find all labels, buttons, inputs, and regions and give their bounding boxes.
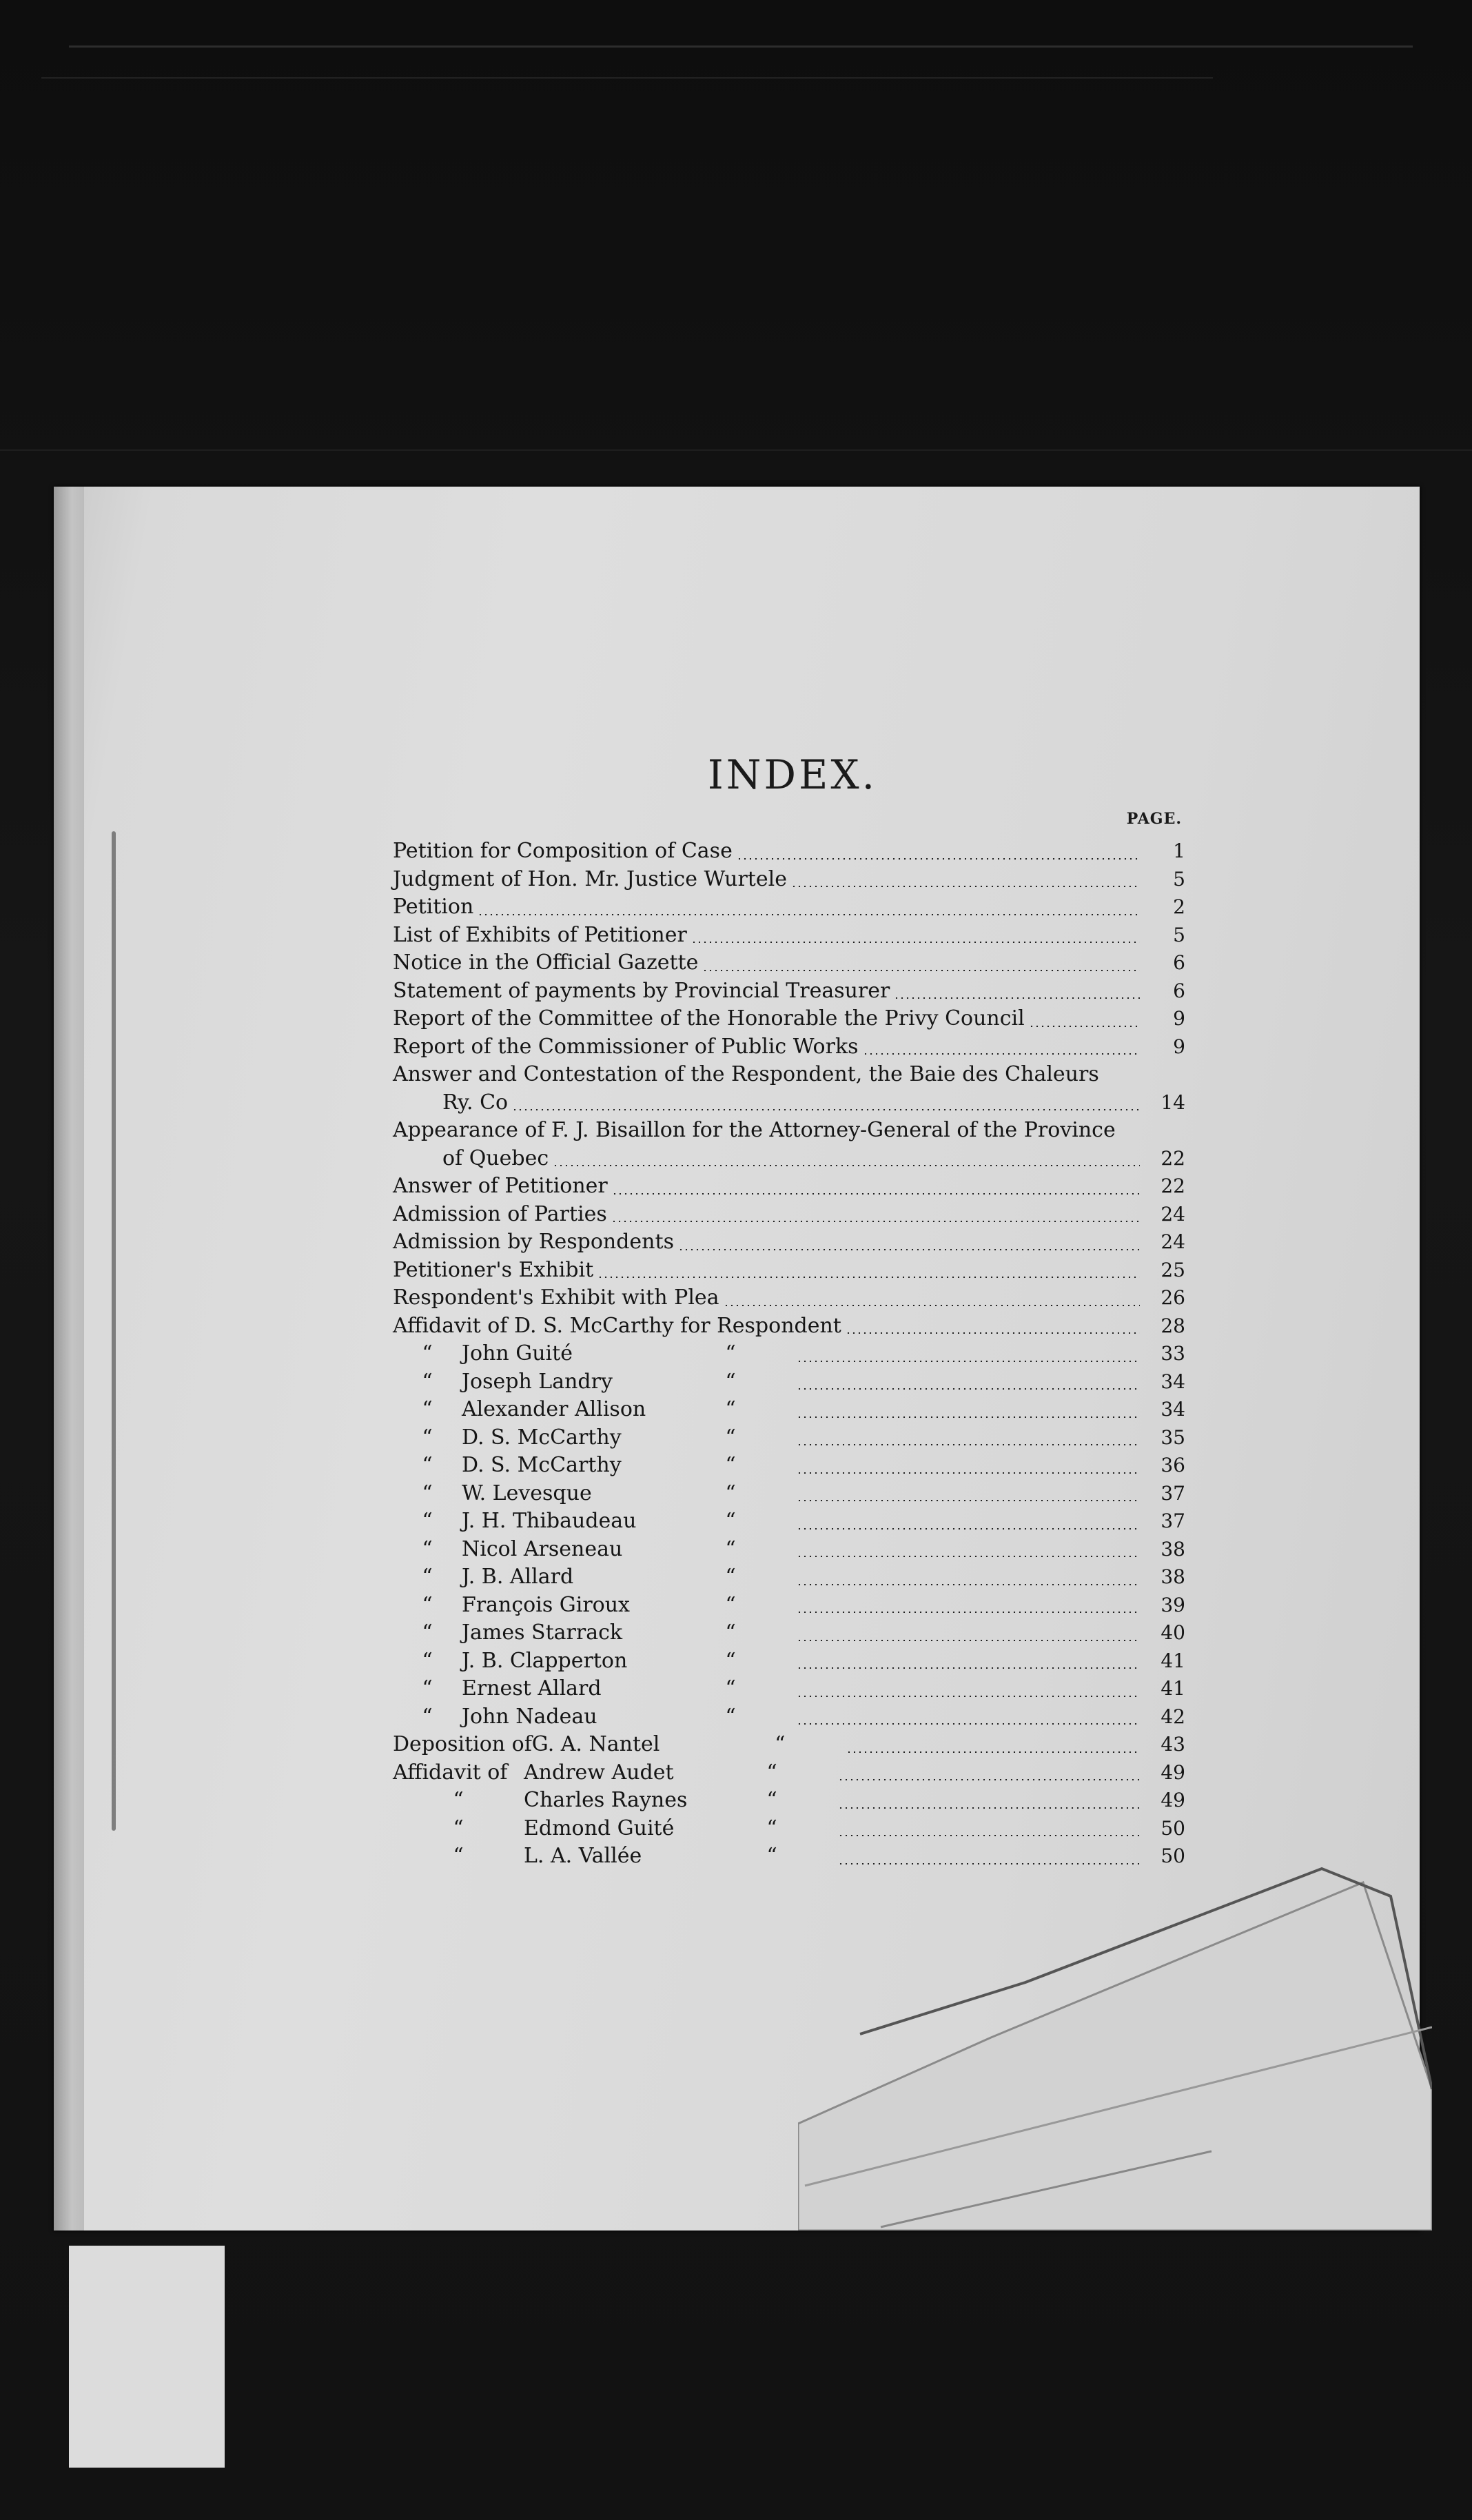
- affidavit-row: [393, 1619, 1185, 1647]
- entry-page: 41: [1161, 1649, 1185, 1672]
- dot-leader: [612, 1193, 1140, 1195]
- dot-leader: [863, 1053, 1140, 1055]
- dot-leader: [597, 1277, 1140, 1278]
- entry-page: 6: [1173, 979, 1185, 1002]
- entry-page: 37: [1161, 1510, 1185, 1532]
- ditto-mark: “: [422, 1648, 433, 1673]
- folded-corner: [798, 1862, 1432, 2231]
- entry-page: 41: [1161, 1677, 1185, 1700]
- dot-leader: [797, 1472, 1140, 1474]
- entry-title: Petitioner's Exhibit: [393, 1257, 594, 1282]
- affidavit-row: [393, 1703, 1185, 1731]
- entry-page: 25: [1161, 1258, 1185, 1281]
- entry-page: 24: [1161, 1230, 1185, 1253]
- entry-title: Answer and Contestation of the Respondent, the Baie des Chaleurs: [393, 1062, 1099, 1086]
- ditto-mark: “: [422, 1425, 433, 1450]
- dot-leader: [797, 1361, 1140, 1362]
- dot-leader: [797, 1416, 1140, 1418]
- entry-title: List of Exhibits of Petitioner: [393, 922, 687, 947]
- affiant-name: Nicol Arseneau: [462, 1536, 623, 1561]
- entry-page: 50: [1161, 1845, 1185, 1867]
- index-entry: [393, 893, 1185, 922]
- entry-page: 26: [1161, 1286, 1185, 1309]
- ditto-mark: “: [422, 1704, 433, 1729]
- entry-title: Report of the Commissioner of Public Works: [393, 1034, 859, 1059]
- ditto-mark: “: [766, 1788, 777, 1812]
- ditto-mark: “: [725, 1509, 736, 1533]
- dot-leader: [553, 1165, 1140, 1166]
- affidavit-prefix: Affidavit of: [393, 1760, 508, 1785]
- film-streak: [0, 449, 1472, 451]
- index-entry: [393, 866, 1185, 894]
- dot-leader: [797, 1528, 1140, 1530]
- ditto-mark: “: [766, 1816, 777, 1840]
- entry-page: 9: [1173, 1035, 1185, 1058]
- binding-thread: [112, 831, 116, 1831]
- ditto-mark: “: [725, 1648, 736, 1673]
- entry-title: Admission of Parties: [393, 1201, 607, 1226]
- entry-page: 9: [1173, 1007, 1185, 1030]
- dot-leader: [691, 942, 1140, 943]
- entry-page: 6: [1173, 951, 1185, 974]
- dot-leader: [797, 1667, 1140, 1669]
- entry-title: Respondent's Exhibit with Plea: [393, 1286, 719, 1310]
- affidavit-row: [393, 1424, 1185, 1452]
- entry-page: 22: [1161, 1146, 1185, 1170]
- entry-page: 22: [1161, 1175, 1185, 1197]
- entry-page: 42: [1161, 1705, 1185, 1728]
- ditto-mark: “: [422, 1592, 433, 1617]
- dot-leader: [737, 858, 1140, 860]
- affidavit-row: [393, 1787, 1185, 1815]
- index-entry: [393, 977, 1185, 1006]
- affidavit-row: [393, 1396, 1185, 1424]
- affiant-name: L. A. Vallée: [524, 1844, 642, 1868]
- entry-page: 5: [1173, 923, 1185, 946]
- dot-leader: [702, 970, 1140, 971]
- ditto-mark: “: [725, 1592, 736, 1617]
- entry-page: 40: [1161, 1621, 1185, 1644]
- dot-leader: [512, 1109, 1140, 1110]
- entry-page: 34: [1161, 1370, 1185, 1393]
- index-entry: [393, 1117, 1185, 1145]
- dot-leader: [797, 1612, 1140, 1613]
- entry-title: Appearance of F. J. Bisaillon for the Attorney-General of the Province: [393, 1118, 1116, 1142]
- affidavit-row: [393, 1340, 1185, 1368]
- affiant-name: James Starrack: [462, 1620, 623, 1645]
- film-label-patch: [69, 2246, 225, 2468]
- film-streak: [69, 45, 1413, 48]
- ditto-mark: “: [422, 1536, 433, 1561]
- ditto-mark: “: [766, 1844, 777, 1868]
- index-entry: [393, 1201, 1185, 1229]
- entry-title: Judgment of Hon. Mr. Justice Wurtele: [393, 866, 787, 891]
- ditto-mark: “: [725, 1676, 736, 1700]
- dot-leader: [1029, 1026, 1140, 1027]
- affiant-name: Andrew Audet: [524, 1760, 674, 1785]
- dot-leader: [797, 1500, 1140, 1501]
- entry-page: 5: [1173, 867, 1185, 891]
- affiant-name: W. Levesque: [462, 1481, 592, 1505]
- entry-page: 38: [1161, 1537, 1185, 1561]
- dot-leader: [797, 1696, 1140, 1697]
- entry-page: 38: [1161, 1565, 1185, 1588]
- entry-page: 37: [1161, 1481, 1185, 1505]
- index-entry: [393, 1033, 1185, 1061]
- ditto-mark: “: [725, 1397, 736, 1421]
- dot-leader: [846, 1332, 1140, 1334]
- ditto-mark: “: [725, 1620, 736, 1645]
- dot-leader: [797, 1388, 1140, 1390]
- affidavit-prefix: “: [453, 1788, 464, 1812]
- entry-page: 34: [1161, 1398, 1185, 1421]
- affidavit-prefix: “: [453, 1844, 464, 1868]
- ditto-mark: “: [725, 1704, 736, 1729]
- affiant-name: J. B. Allard: [462, 1565, 574, 1589]
- entry-title: Answer of Petitioner: [393, 1174, 608, 1198]
- ditto-mark: “: [775, 1732, 786, 1756]
- ditto-mark: “: [725, 1341, 736, 1365]
- entry-page: 49: [1161, 1760, 1185, 1784]
- affidavit-row: [393, 1480, 1185, 1508]
- index-entry: [393, 1005, 1185, 1033]
- entry-page: 36: [1161, 1454, 1185, 1476]
- entry-title-continuation: of Quebec: [442, 1146, 549, 1170]
- dot-leader: [797, 1640, 1140, 1641]
- film-streak: [41, 77, 1213, 79]
- affiant-name: J. B. Clapperton: [462, 1648, 628, 1673]
- ditto-mark: “: [725, 1369, 736, 1394]
- page-binding-edge: [54, 487, 84, 2231]
- deponent-name: G. A. Nantel: [531, 1732, 660, 1756]
- affiant-name: François Giroux: [462, 1592, 630, 1617]
- index-entry: [393, 1228, 1185, 1257]
- affiant-name: John Guité: [462, 1341, 573, 1365]
- index-entry: [393, 1312, 1185, 1341]
- affidavit-row: [393, 1842, 1185, 1871]
- entry-page: 33: [1161, 1342, 1185, 1365]
- ditto-mark: “: [725, 1481, 736, 1505]
- entry-page: 14: [1161, 1090, 1185, 1114]
- ditto-mark: “: [422, 1341, 433, 1365]
- dot-leader: [838, 1835, 1140, 1836]
- dot-leader: [846, 1751, 1140, 1753]
- dot-leader: [894, 997, 1140, 999]
- entry-title: Affidavit of D. S. McCarthy for Respondent: [393, 1313, 841, 1338]
- dot-leader: [797, 1584, 1140, 1585]
- dot-leader: [797, 1723, 1140, 1725]
- affiant-name: D. S. McCarthy: [462, 1425, 622, 1450]
- entry-title: Admission by Respondents: [393, 1230, 674, 1254]
- ditto-mark: “: [422, 1453, 433, 1477]
- dot-leader: [838, 1779, 1140, 1780]
- affidavit-row: [393, 1592, 1185, 1620]
- affiant-name: Alexander Allison: [462, 1397, 646, 1421]
- ditto-mark: “: [725, 1536, 736, 1561]
- index-list: [393, 837, 1185, 1871]
- entry-title: Report of the Committee of the Honorable the Privy Council: [393, 1006, 1025, 1030]
- dot-leader: [838, 1863, 1140, 1864]
- entry-page: 24: [1161, 1202, 1185, 1226]
- affiant-name: J. H. Thibaudeau: [462, 1509, 637, 1533]
- ditto-mark: “: [422, 1509, 433, 1533]
- affidavit-prefix: “: [453, 1816, 464, 1840]
- affidavit-row: [393, 1507, 1185, 1536]
- deposition-row: [393, 1731, 1185, 1759]
- affiant-name: D. S. McCarthy: [462, 1453, 622, 1477]
- index-entry-continuation: [393, 1145, 1185, 1173]
- entry-page: 28: [1161, 1314, 1185, 1337]
- index-entry: [393, 1172, 1185, 1201]
- ditto-mark: “: [422, 1565, 433, 1589]
- entry-page: 49: [1161, 1789, 1185, 1811]
- ditto-mark: “: [766, 1760, 777, 1785]
- affidavit-row: [393, 1815, 1185, 1843]
- dot-leader: [838, 1807, 1140, 1809]
- dot-leader: [678, 1249, 1140, 1250]
- dot-leader: [611, 1221, 1140, 1222]
- deposition-prefix: Deposition of: [393, 1732, 532, 1756]
- entry-page: 39: [1161, 1593, 1185, 1616]
- affidavit-row: [393, 1368, 1185, 1396]
- index-entry: [393, 922, 1185, 950]
- entry-title: Petition: [393, 895, 474, 919]
- index-entry: [393, 837, 1185, 866]
- ditto-mark: “: [422, 1620, 433, 1645]
- entry-title-continuation: Ry. Co: [442, 1090, 509, 1115]
- index-entry-continuation: [393, 1089, 1185, 1117]
- affiant-name: John Nadeau: [462, 1704, 597, 1729]
- ditto-mark: “: [422, 1369, 433, 1394]
- ditto-mark: “: [422, 1397, 433, 1421]
- entry-page: 2: [1173, 895, 1185, 918]
- affidavit-row: [393, 1759, 1185, 1787]
- page-title: INDEX.: [707, 751, 878, 798]
- entry-page: 43: [1161, 1733, 1185, 1756]
- ditto-mark: “: [725, 1425, 736, 1450]
- affidavit-row: [393, 1452, 1185, 1480]
- ditto-mark: “: [422, 1481, 433, 1505]
- ditto-mark: “: [725, 1453, 736, 1477]
- entry-page: 50: [1161, 1816, 1185, 1840]
- affidavit-row: [393, 1563, 1185, 1592]
- entry-page: 35: [1161, 1425, 1185, 1449]
- dot-leader: [724, 1305, 1140, 1306]
- entry-title: Petition for Composition of Case: [393, 839, 733, 863]
- index-entry: [393, 1284, 1185, 1312]
- affiant-name: Charles Raynes: [524, 1788, 688, 1812]
- affidavit-row: [393, 1536, 1185, 1564]
- ditto-mark: “: [725, 1565, 736, 1589]
- affidavit-row: [393, 1675, 1185, 1703]
- dot-leader: [478, 914, 1140, 915]
- index-entry: [393, 1061, 1185, 1089]
- index-entry: [393, 1257, 1185, 1285]
- dot-leader: [797, 1556, 1140, 1557]
- dot-leader: [791, 886, 1140, 887]
- page-column-heading: PAGE.: [1126, 810, 1182, 828]
- entry-title: Notice in the Official Gazette: [393, 951, 699, 975]
- affiant-name: Joseph Landry: [462, 1369, 613, 1394]
- affidavit-row: [393, 1647, 1185, 1676]
- dot-leader: [797, 1444, 1140, 1445]
- entry-page: 1: [1173, 840, 1185, 862]
- affiant-name: Edmond Guité: [524, 1816, 675, 1840]
- ditto-mark: “: [422, 1676, 433, 1700]
- entry-title: Statement of payments by Provincial Treasurer: [393, 978, 890, 1003]
- index-entry: [393, 949, 1185, 977]
- affiant-name: Ernest Allard: [462, 1676, 602, 1700]
